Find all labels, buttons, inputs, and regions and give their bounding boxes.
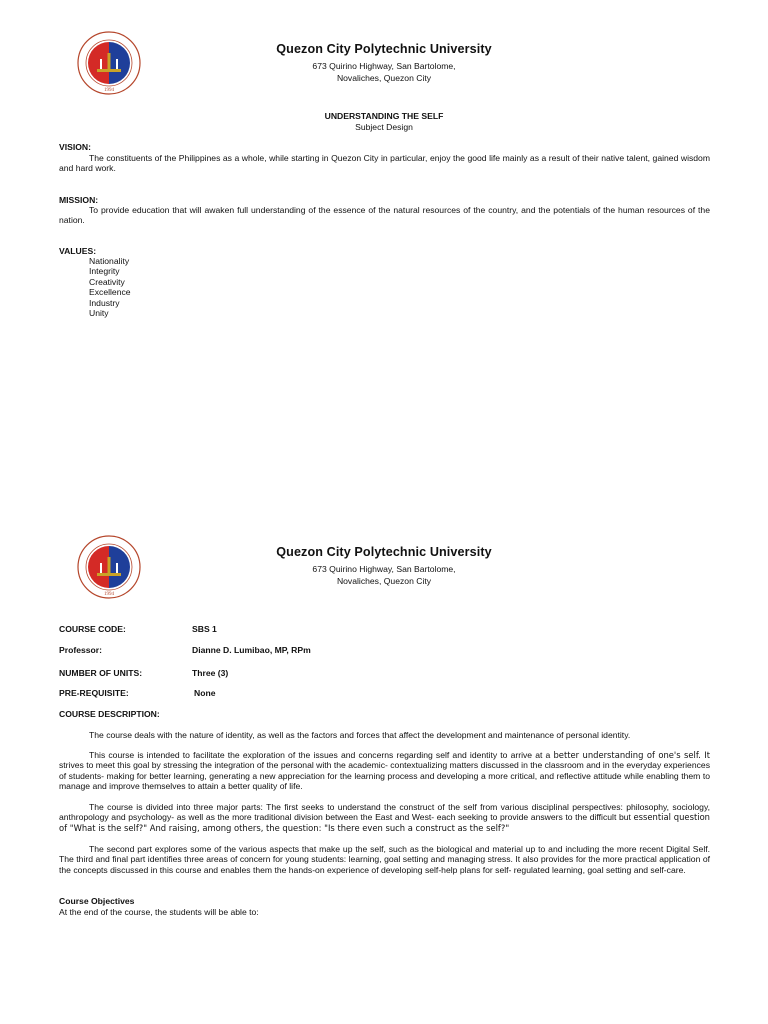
svg-text:1994: 1994 — [104, 88, 114, 93]
description-paragraph-1: The course deals with the nature of identity, as well as the factors and forces that affect the development and maintenance of personal identity. — [89, 730, 631, 740]
professor-value: Dianne D. Lumibao, MP, RPm — [192, 645, 311, 655]
prerequisite-label: PRE-REQUISITE: — [59, 688, 129, 698]
document-title: UNDERSTANDING THE SELF — [324, 111, 444, 121]
units-value: Three (3) — [192, 668, 229, 678]
address-line-1: 673 Quirino Highway, San Bartolome, — [312, 61, 456, 71]
values-list — [89, 256, 131, 318]
course-code-value: SBS 1 — [192, 624, 217, 634]
course-description-heading: COURSE DESCRIPTION: — [59, 709, 160, 719]
address-line-2: Novaliches, Quezon City — [336, 576, 432, 586]
description-paragraph-2: This course is intended to facilitate the exploration of the issues and concerns regarding self and identity to arrive at a better understanding of one's self. It strives to meet this goal by stressing the integration of the personal with the academic- contextualizing matters discussed in the classroom and in the everyday experiences of students- making for better learning, generating a new appreciation for the learning process and developing a more critical, and reflective attitude while enabling them to manage and improve themselves to attain a better quality of life. — [59, 750, 710, 792]
value-item: Excellence — [89, 287, 131, 298]
address-line-2: Novaliches, Quezon City — [336, 73, 432, 83]
university-name: Quezon City Polytechnic University — [276, 545, 492, 559]
professor-label: Professor: — [59, 645, 102, 655]
value-item: Creativity — [89, 276, 125, 287]
course-objectives-intro: At the end of the course, the students will be able to: — [59, 907, 259, 917]
value-item: Industry — [89, 297, 120, 308]
course-code-label: COURSE CODE: — [59, 624, 126, 634]
university-name: Quezon City Polytechnic University — [276, 42, 492, 56]
svg-text:1994: 1994 — [104, 592, 114, 597]
vision-text: The constituents of the Philippines as a whole, while starting in Quezon City in particular, enjoy the good life mainly as a result of their native talent, gained wisdom and hard work. — [59, 153, 710, 174]
mission-text: To provide education that will awaken full understanding of the essence of the natural resources of the country, and the potentials of the human resources of the nation. — [59, 205, 710, 226]
document-subtitle: Subject Design — [355, 122, 413, 132]
vision-heading: VISION: — [59, 142, 91, 152]
value-item: Nationality — [89, 256, 130, 266]
description-paragraph-4: The second part explores some of the various aspects that make up the self, such as the biological and material up to and including the more recent Digital Self. The third and final part identifies three areas of concern for young students: learning, goal setting and managing stress. It also provides for the more practical application of the concepts discussed in this course and enables them the hands-on experience of developing self-help plans for self- regulated learning, goal setting and self-care. — [59, 844, 710, 875]
values-heading: VALUES: — [59, 246, 97, 256]
course-objectives-heading: Course Objectives — [59, 896, 135, 906]
value-item: Unity — [89, 307, 109, 318]
address-line-1: 673 Quirino Highway, San Bartolome, — [312, 564, 456, 574]
mission-heading: MISSION: — [59, 195, 99, 205]
units-label: NUMBER OF UNITS: — [59, 668, 143, 678]
prerequisite-value: None — [194, 688, 216, 698]
description-paragraph-3: The course is divided into three major parts: The first seeks to understand the construct of the self from various disciplinal perspectives: philosophy, sociology, anthropology and psychology- as well as the more traditional division between the East and West- each seeking to provide answers to the difficult but essential question of "What is the self?" And raising, among others, the question: "Is there even such a construct as the self?" — [59, 802, 710, 833]
value-item: Integrity — [89, 266, 120, 277]
